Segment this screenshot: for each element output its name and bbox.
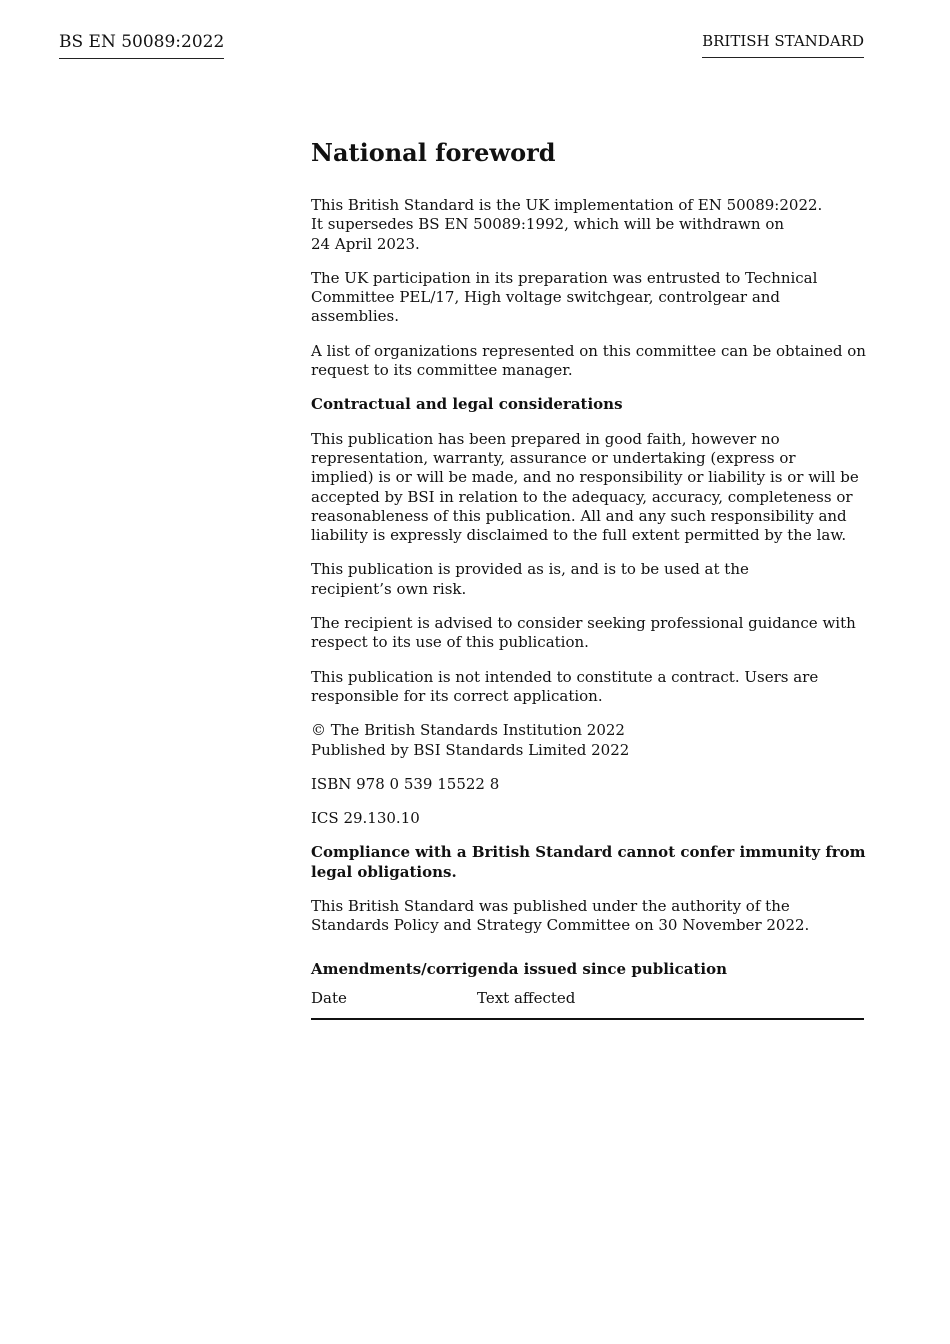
document-id: BS EN 50089:2022 — [59, 31, 224, 59]
national-foreword — [311, 137, 867, 1020]
amendments-table — [311, 989, 864, 1020]
authority-paragraph: This British Standard was published under the authority of the Standards Policy and Strategy Committee on 30 November 2022. — [311, 897, 810, 935]
contractual-heading: Contractual and legal considerations — [311, 395, 623, 414]
participation-paragraph: The UK participation in its preparation was entrusted to Technical Committee PEL/17, High voltage switchgear, controlgear and assemblies. — [311, 268, 818, 326]
committee-list-paragraph: A list of organizations represented on this committee can be obtained on request to its committee manager. — [311, 341, 866, 380]
amendments-header-row — [311, 989, 864, 1018]
date-column-header: Date — [311, 988, 347, 1007]
isbn: ISBN 978 0 539 15522 8 — [311, 774, 500, 793]
compliance-statement: Compliance with a British Standard cannot confer immunity from legal obligations. — [311, 843, 866, 881]
ics-code: ICS 29.130.10 — [311, 809, 420, 828]
guidance-paragraph: The recipient is advised to consider seeking professional guidance with respect to its use of this publication. — [311, 614, 856, 652]
page-title: National foreword — [311, 138, 556, 167]
implementation-paragraph: This British Standard is the UK implementation of EN 50089:2022. It supersedes BS EN 50089:1992, which will be withdrawn on 24 April 2023. — [311, 196, 823, 253]
good-faith-paragraph: This publication has been prepared in good faith, however no representation, warranty, assurance or undertaking (express or implied) is or will be made, and no responsibility or liability is or will be accepted by BSI in relation to the adequacy, accuracy, completeness or reasonableness of this publication. All and any such responsibility and liability is expressly disclaimed to the full extent permitted by the law. — [311, 429, 859, 545]
amendments-heading: Amendments/corrigenda issued since publication — [311, 959, 727, 978]
contract-paragraph: This publication is not intended to constitute a contract. Users are responsible for its correct application. — [311, 667, 819, 705]
text-affected-column-header: Text affected — [477, 988, 576, 1007]
copyright-notice: © The British Standards Institution 2022 Published by BSI Standards Limited 2022 — [311, 721, 630, 759]
risk-paragraph: This publication is provided as is, and is to be used at the recipient’s own risk. — [311, 560, 749, 598]
standard-label: BRITISH STANDARD — [702, 31, 864, 58]
